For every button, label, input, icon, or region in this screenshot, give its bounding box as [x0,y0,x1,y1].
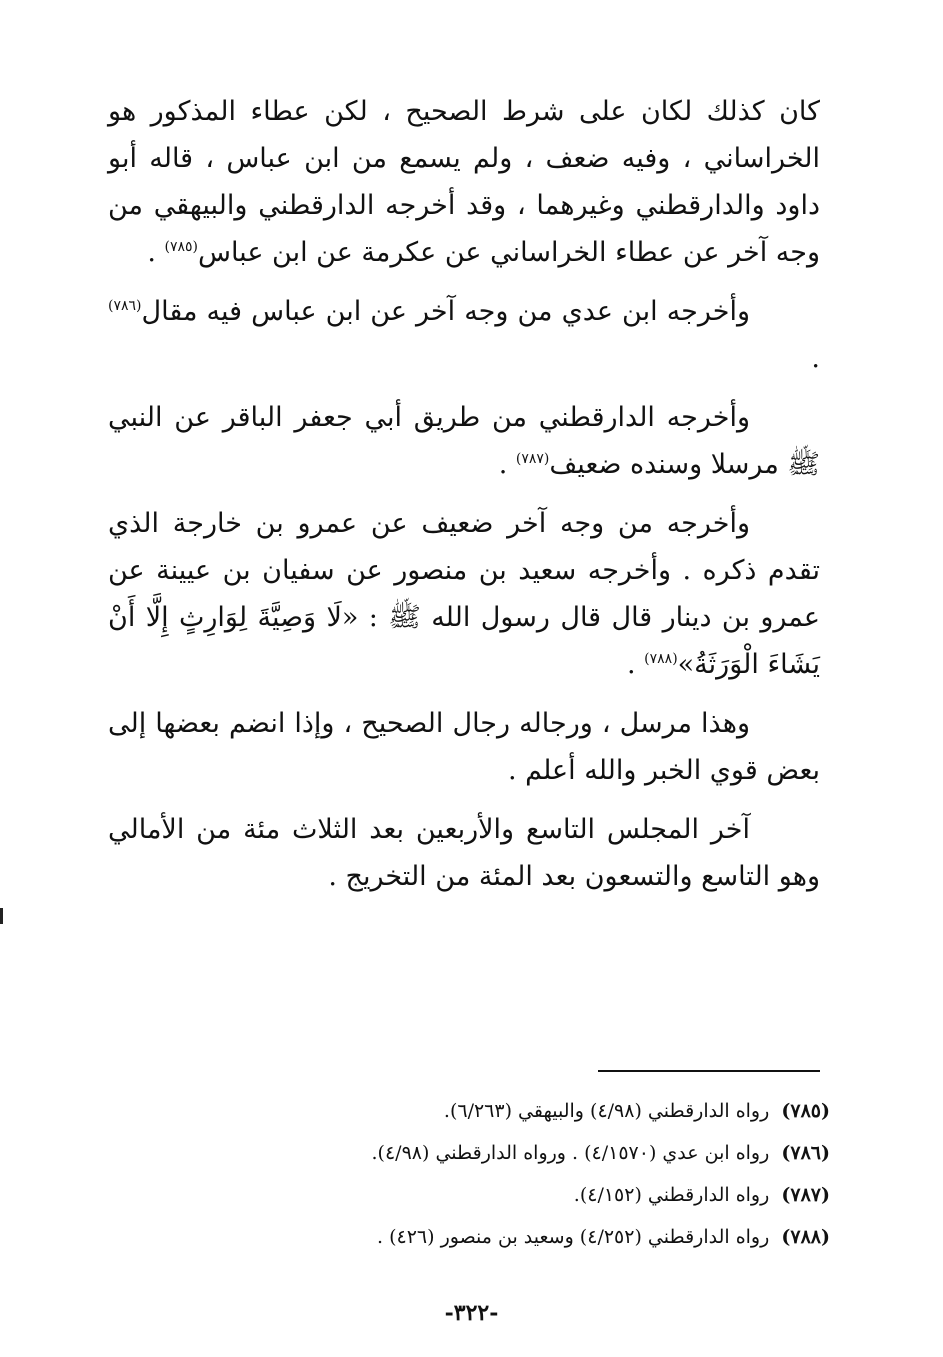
paragraph: وأخرجه الدارقطني من طريق أبي جعفر الباقر عن النبي ﷺ مرسلا وسنده ضعيف$^{(٧٨٧)}$ . [108,402,820,480]
main-text [108,88,820,912]
footnote-number: (٧٨٦) [781,1142,830,1164]
paragraph: كان كذلك لكان على شرط الصحيح ، لكن عطاء المذكور هو الخراساني ، وفيه ضعف ، ولم يسمع من ابن عباس ، قاله أبو داود والدارقطني وغيرهما ، وقد أخرجه الدارقطني والبيهقي من وجه آخر عن عطاء الخراساني عن عكرمة عن ابن عباس$^{(٧٨٥)}$ . [108,96,820,268]
paragraph: وهذا مرسل ، ورجاله رجال الصحيح ، وإذا انضم بعضها إلى بعض قوي الخبر والله أعلم . [108,708,820,786]
footnote-reference: (٧٨٨) [644,651,678,667]
footnote-reference: (٧٨٦) [108,298,142,314]
footnote-number: (٧٨٨) [781,1226,830,1248]
scan-edge-mark [0,908,3,924]
footnote-number: (٧٨٥) [781,1100,830,1122]
footnote-reference: (٧٨٧) [515,451,550,467]
footnote-reference: (٧٨٥) [164,239,198,255]
paragraph: وأخرجه من وجه آخر ضعيف عن عمرو بن خارجة الذي تقدم ذكره . وأخرجه سعيد بن منصور عن سفيان بن عيينة عن عمرو بن دينار قال قال رسول الله ﷺ : «لَا وَصِيَّةَ لِوَارِثٍ إِلَّا أَنْ يَشَاءَ الْوَرَثَةُ»$^{(٧٨٨)}$ . [108,508,820,680]
page-number: -٣٢٢- [444,1300,499,1326]
footnote-separator [598,1070,820,1072]
paragraph: وأخرجه ابن عدي من وجه آخر عن ابن عباس فيه مقال$^{(٧٨٦)}$ . [108,296,820,374]
footnote: (٧٨٧) رواه الدارقطني (٤/١٥٢). [573,1184,830,1206]
footnote: (٧٨٥) رواه الدارقطني (٤/٩٨) والبيهقي (٦/٢٦٣). [443,1100,830,1122]
paragraph: آخر المجلس التاسع والأربعين بعد الثلاث مئة من الأمالي وهو التاسع والتسعون بعد المئة من التخريج . [108,814,820,892]
footnotes [108,1090,830,1258]
footnote: (٧٨٦) رواه ابن عدي (٤/١٥٧٠) . ورواه الدارقطني (٤/٩٨). [371,1142,830,1164]
footnote: (٧٨٨) رواه الدارقطني (٤/٢٥٢) وسعيد بن منصور (٤٢٦) . [377,1226,830,1248]
footnote-number: (٧٨٧) [781,1184,830,1206]
